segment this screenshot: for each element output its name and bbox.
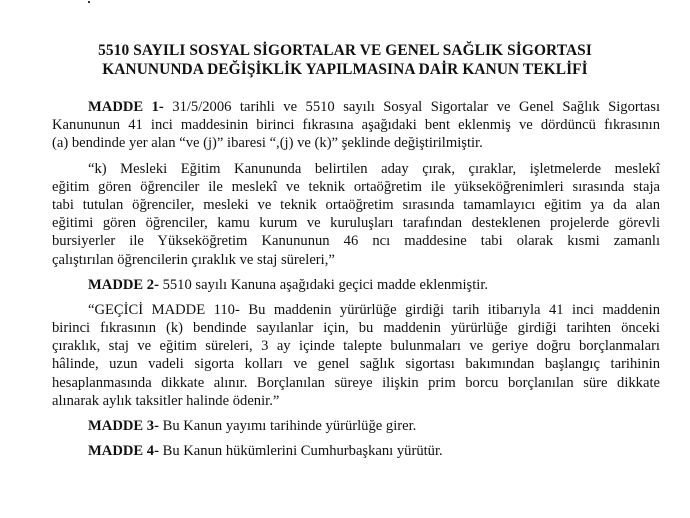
article-1-quote-line-1: “k) Mesleki Eğitim Kanununda belirtilen aday çırak, çıraklar, işletmelerde meslekî xyxy=(88,160,660,177)
article-2-quote xyxy=(52,301,660,410)
article-2-line-1 xyxy=(52,276,660,294)
article-1-line-2: Kanununun 41 inci maddesinin birinci fıkrasına aşağıdaki bent eklenmiş ve dördüncü fıkrasının xyxy=(52,117,660,134)
article-2 xyxy=(52,276,660,294)
article-4 xyxy=(52,442,660,460)
article-3-text: Bu Kanun yayımı tarihinde yürürlüğe girer. xyxy=(158,418,417,434)
article-1-line-3: (a) bendinde yer alan “ve (j)” ibaresi “,(j) ve (k)” şeklinde değiştirilmiştir. xyxy=(52,135,483,152)
article-1-line-1 xyxy=(52,98,660,116)
article-3-line xyxy=(52,417,660,435)
article-1-quote-line-4: eğitimi gören öğrenciler, kamu kurum ve kuruluşları tarafından desteklenen projelerde görevli xyxy=(52,215,660,232)
document-body xyxy=(52,98,660,460)
article-3-label: MADDE 3- xyxy=(88,418,159,434)
article-4-line xyxy=(52,442,660,460)
scan-speck xyxy=(88,1,90,3)
article-1-quote-line-5: bursiyerler ile Yükseköğretim Kanununun 46 ncı maddesine tabi olarak kısmi zamanlı xyxy=(52,233,660,250)
article-2-label: MADDE 2- xyxy=(88,276,159,293)
article-4-text: Bu Kanun hükümlerini Cumhurbaşkanı yürütür. xyxy=(158,443,443,460)
article-1-text-1: 31/5/2006 tarihli ve 5510 sayılı Sosyal Sigortalar ve Genel Sağlık Sigortası xyxy=(163,99,661,115)
article-3 xyxy=(52,417,660,435)
article-2-quote-line-6: alınarak aylık taksitler halinde ödenir.” xyxy=(52,392,280,409)
document-title-line-1: 5510 SAYILI SOSYAL SİGORTALAR VE GENEL SAĞLIK SİGORTASI xyxy=(98,42,592,59)
article-2-quote-line-1: “GEÇİCİ MADDE 110- Bu maddenin yürürlüğe girdiği tarih itibarıyla 41 inci maddenin xyxy=(88,301,660,318)
article-1-quote-line-6: çalıştırılan öğrencilerin çıraklık ve staj süreleri,” xyxy=(52,251,335,268)
article-4-label: MADDE 4- xyxy=(88,443,159,460)
article-1-label: MADDE 1- xyxy=(88,99,164,115)
article-2-quote-line-3: çıraklık, staj ve eğitim süreleri, 3 ay içinde talepte bulunmaları ve geriye doğru borçlanmaları xyxy=(52,338,660,355)
article-2-text: 5510 sayılı Kanuna aşağıdaki geçici madde eklenmiştir. xyxy=(158,276,489,293)
article-2-quote-line-4: hâlinde, uzun vadeli sigorta kolları ve genel sağlık sigortası bakımından başlangıç tarihinin xyxy=(52,356,660,373)
article-1-quote-line-3: tabi tutulan öğrenciler, mesleki ve teknik ortaöğretim sırasında tamamlayıcı eğitim ya da alan xyxy=(52,196,660,213)
article-1-quote xyxy=(52,160,660,269)
article-1 xyxy=(52,98,660,153)
article-2-quote-line-2: birinci fıkrasının (k) bendinde sayılanlar için, bu maddenin yürürlüğe girdiği tarihten önceki xyxy=(52,320,660,337)
article-1-quote-line-2: eğitim gören öğrenciler ile meslekî ve teknik ortaöğretim ile yükseköğrenimleri sırasında staja xyxy=(52,178,660,195)
document-title-line-2: KANUNUNDA DEĞİŞİKLİK YAPILMASINA DAİR KANUN TEKLİFİ xyxy=(102,61,588,78)
article-2-quote-line-5: hesaplanmasında dikkate alınır. Borçlanılan süreye ilişkin prim borcu borçlanılan süre dikkate xyxy=(52,374,660,391)
